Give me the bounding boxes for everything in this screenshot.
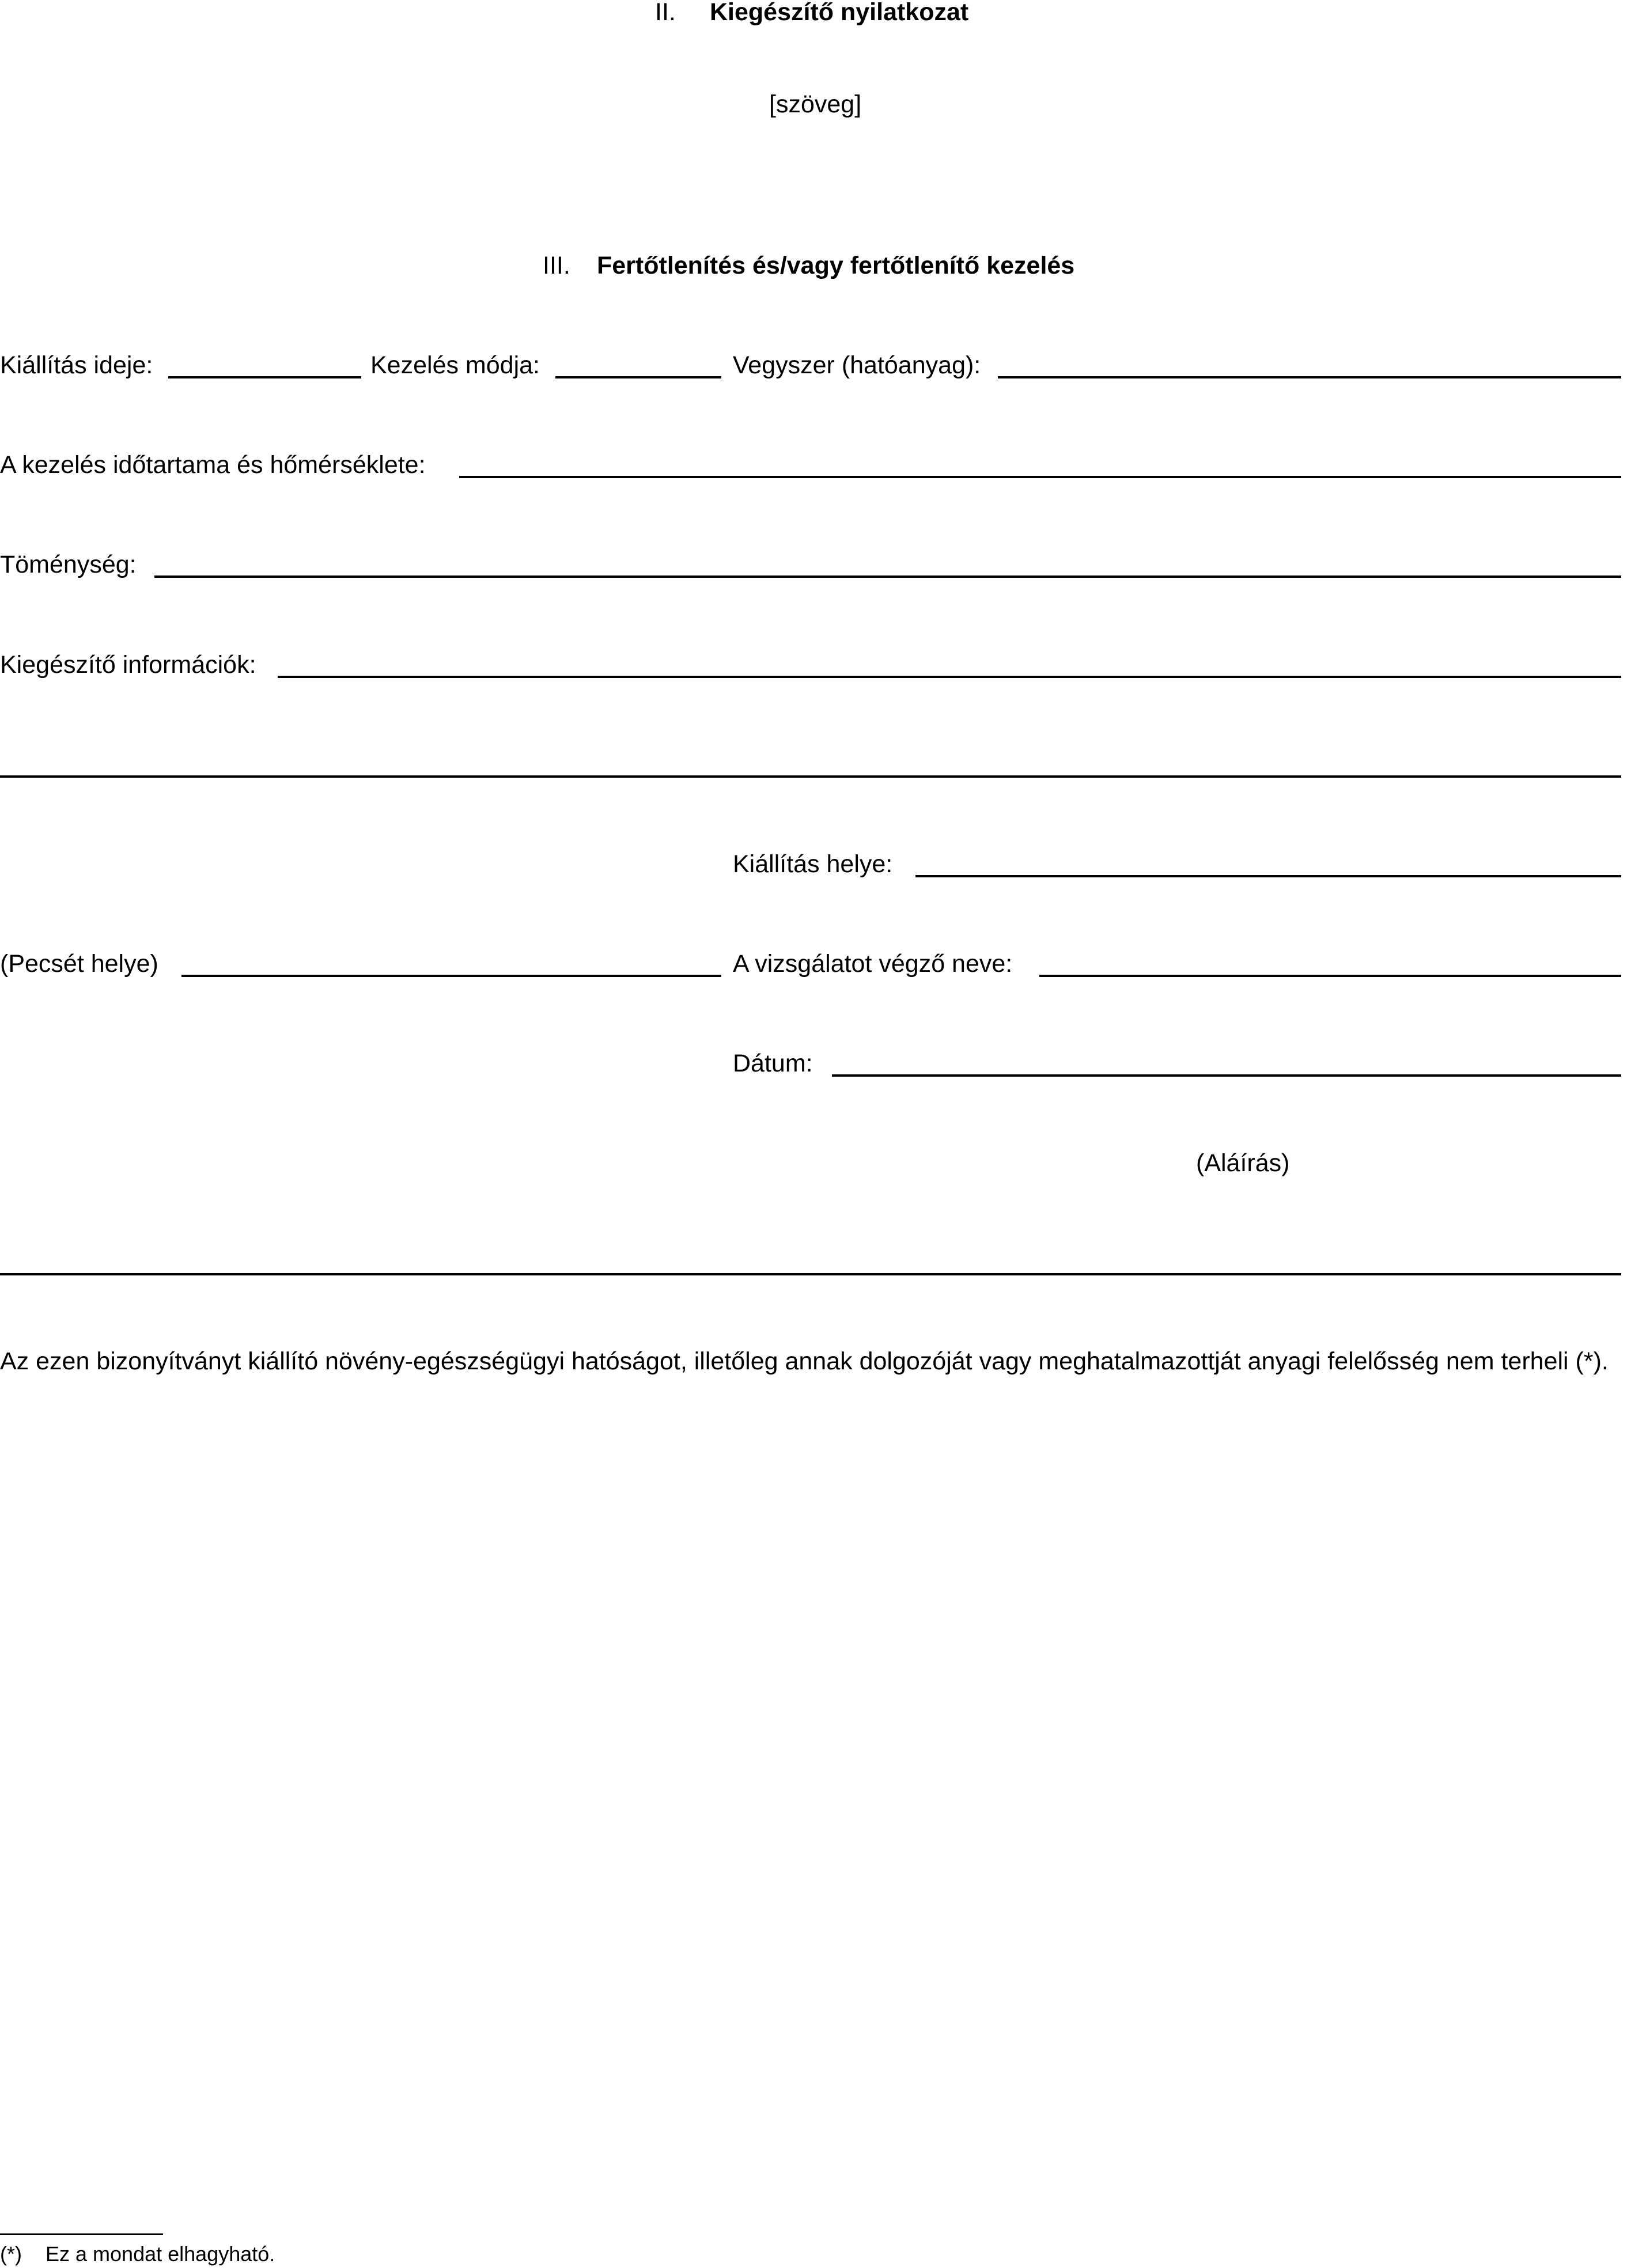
stamp-field[interactable] — [181, 975, 721, 977]
issue-place-label: Kiállítás helye: — [733, 850, 893, 878]
section-2-number: II. — [655, 0, 676, 26]
footnote-marker: (*) — [0, 2242, 22, 2266]
concentration-label: Töménység: — [0, 551, 137, 578]
issue-place-field[interactable] — [915, 875, 1621, 877]
stamp-label: (Pecsét helye) — [0, 950, 158, 978]
treatment-method-field[interactable] — [555, 376, 721, 378]
footnote-rule — [0, 2233, 163, 2235]
inspector-name-label: A vizsgálatot végző neve: — [733, 950, 1013, 978]
additional-info-field[interactable] — [278, 676, 1621, 678]
duration-temperature-field[interactable] — [459, 476, 1621, 478]
section-3-number: III. — [543, 252, 570, 279]
section-divider — [0, 1273, 1621, 1275]
inspector-name-field[interactable] — [1039, 975, 1621, 977]
chemical-label: Vegyszer (hatóanyag): — [733, 351, 981, 379]
treatment-method-label: Kezelés módja: — [370, 351, 540, 379]
issue-date-field[interactable] — [168, 376, 361, 378]
signature-label: (Aláírás) — [1196, 1149, 1290, 1177]
chemical-field[interactable] — [998, 376, 1621, 378]
section-2-title: Kiegészítő nyilatkozat — [710, 0, 969, 26]
duration-temperature-label: A kezelés időtartama és hőmérséklete: — [0, 451, 426, 479]
section-2-placeholder: [szöveg] — [769, 90, 862, 118]
concentration-field[interactable] — [154, 575, 1621, 578]
footnote-text: Ez a mondat elhagyható. — [46, 2242, 275, 2266]
section-3-title: Fertőtlenítés és/vagy fertőtlenítő kezelés — [597, 252, 1075, 279]
disclaimer-text: Az ezen bizonyítványt kiállító növény-egészségügyi hatóságot, illetőleg annak dolgozóját vagy meghatalmazottját anyagi felelősség nem terheli (*). — [0, 1347, 1609, 1375]
additional-info-label: Kiegészítő információk: — [0, 651, 256, 679]
date-field[interactable] — [832, 1074, 1621, 1077]
issue-date-label: Kiállítás ideje: — [0, 351, 153, 379]
additional-info-field-continued[interactable] — [0, 775, 1621, 778]
date-label: Dátum: — [733, 1050, 813, 1077]
